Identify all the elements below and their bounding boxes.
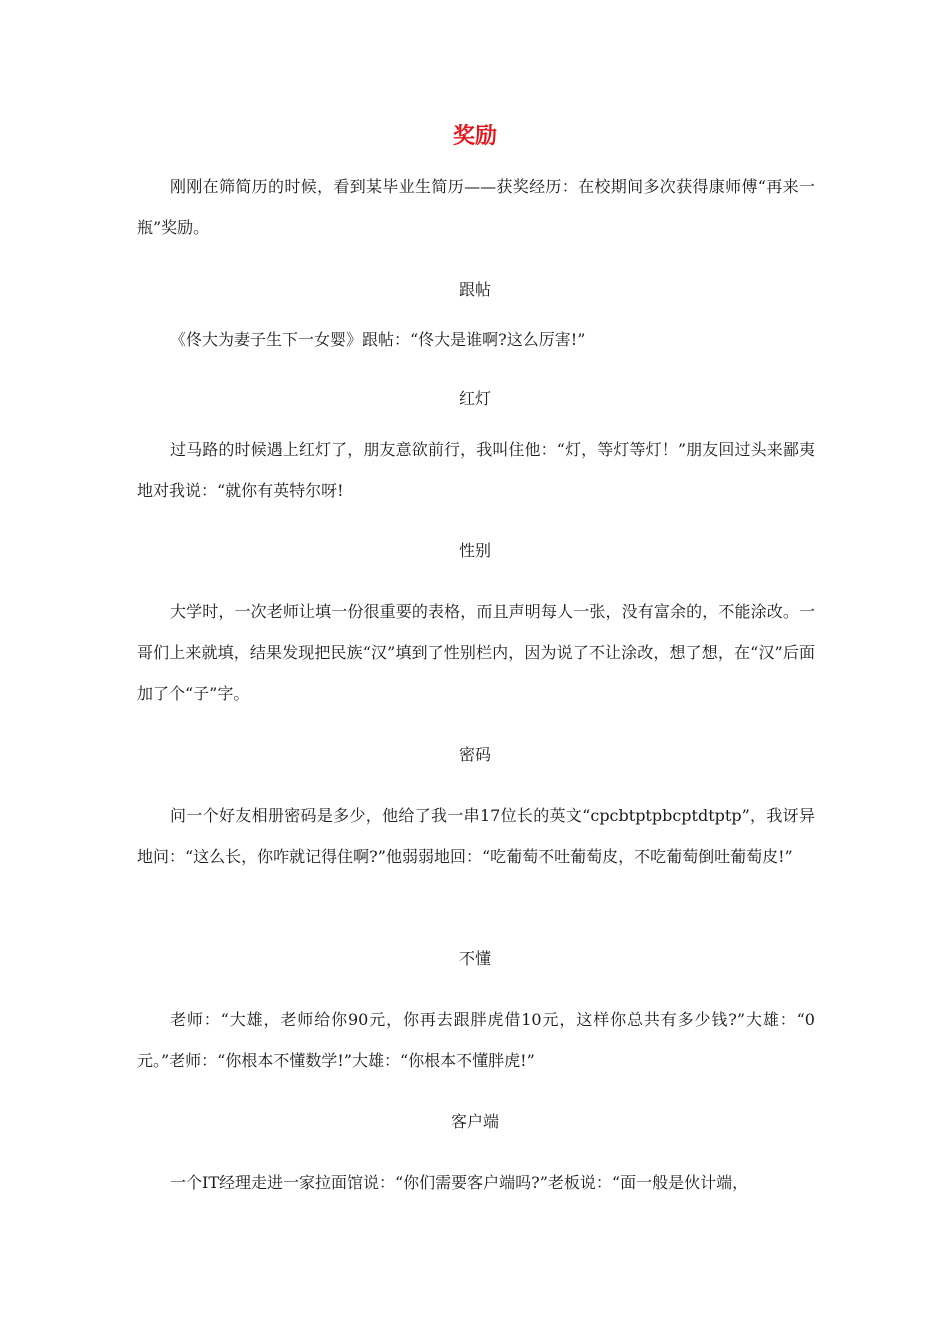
heading-red-light: 红灯 — [458, 389, 491, 408]
document-title: 奖励 — [452, 124, 497, 149]
heading-reply: 跟帖 — [458, 280, 491, 299]
paragraph-dont-understand: 老师：“大雄，老师给你90元，你再去跟胖虎借10元，这样你总共有多少钱?”大雄：“0元。”老师：“你根本不懂数学!”大雄：“你根本不懂胖虎!” — [137, 1010, 815, 1070]
paragraph-award: 刚刚在筛简历的时候，看到某毕业生简历——获奖经历：在校期间多次获得康师傅“再来一瓶”奖励。 — [137, 177, 815, 237]
heading-dont-understand: 不懂 — [458, 949, 491, 968]
heading-password: 密码 — [458, 745, 491, 764]
paragraph-reply: 《佟大为妻子生下一女婴》跟帖：“佟大是谁啊?这么厉害!” — [170, 330, 586, 349]
heading-gender: 性别 — [458, 541, 491, 560]
paragraph-red-light: 过马路的时候遇上红灯了，朋友意欲前行，我叫住他：“灯，等灯等灯！”朋友回过头来鄙夷地对我说：“就你有英特尔呀! — [137, 440, 815, 500]
paragraph-client: 一个IT经理走进一家拉面馆说：“你们需要客户端吗?”老板说：“面一般是伙计端， — [170, 1173, 749, 1192]
heading-client: 客户端 — [450, 1112, 499, 1131]
paragraph-gender: 大学时，一次老师让填一份很重要的表格，而且声明每人一张，没有富余的，不能涂改。一哥们上来就填，结果发现把民族“汉”填到了性别栏内，因为说了不让涂改，想了想，在“汉”后面加了个“子”字。 — [137, 602, 815, 703]
paragraph-password: 问一个好友相册密码是多少，他给了我一串17位长的英文“cpcbtptpbcptdtptp”，我讶异地问：“这么长，你咋就记得住啊?”他弱弱地回：“吃葡萄不吐葡萄皮，不吃葡萄倒吐葡萄皮!” — [137, 806, 815, 866]
